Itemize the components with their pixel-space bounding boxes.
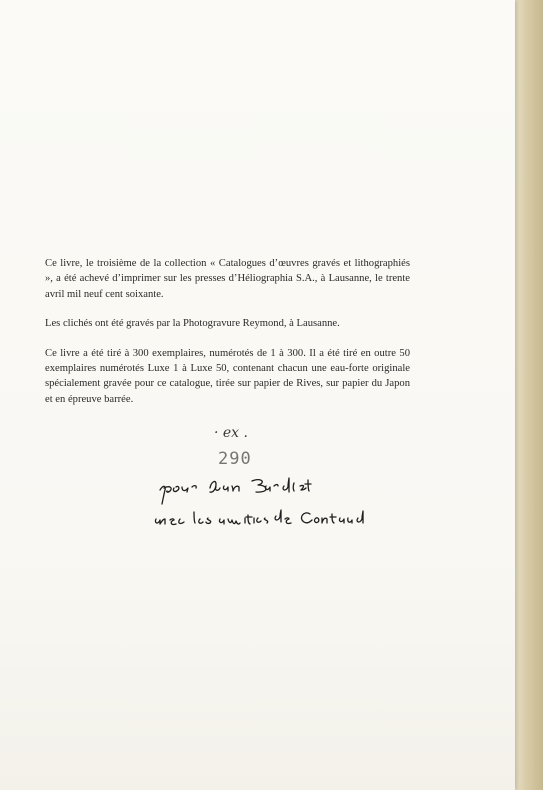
colophon-paragraph-printing: Ce livre, le troisième de la collection « Catalogues d’œuvres gravés et lithographiés », a été achevé d’imprimer sur les presses d’Héliographia S.A., à Lausanne, le trente avril mil neuf cent soixante. (45, 258, 410, 300)
dedication-line-1 (160, 478, 311, 504)
ex-mark-text: · ex . (214, 425, 248, 441)
edition-number-stamp (218, 449, 252, 469)
handwritten-ex-mark (214, 425, 248, 441)
edition-number-text: 290 (218, 449, 252, 469)
page-edge-strip (513, 0, 543, 790)
handwritten-dedication (150, 476, 410, 536)
colophon-paragraph-engraving: Les clichés ont été gravés par la Photogravure Reymond, à Lausanne. (45, 318, 340, 330)
colophon-text (45, 256, 410, 407)
colophon-paragraph-edition: Ce livre a été tiré à 300 exemplaires, numérotés de 1 à 300. Il a été tiré en outre 50 exemplaires numérotés Luxe 1 à Luxe 50, contenant chacun une eau-forte originale spécialement gravée pour ce catalogue, tirée sur papier de Rives, sur papier du Japon et en épreuve barrée. (45, 347, 410, 405)
dedication-line-2 (155, 510, 363, 524)
